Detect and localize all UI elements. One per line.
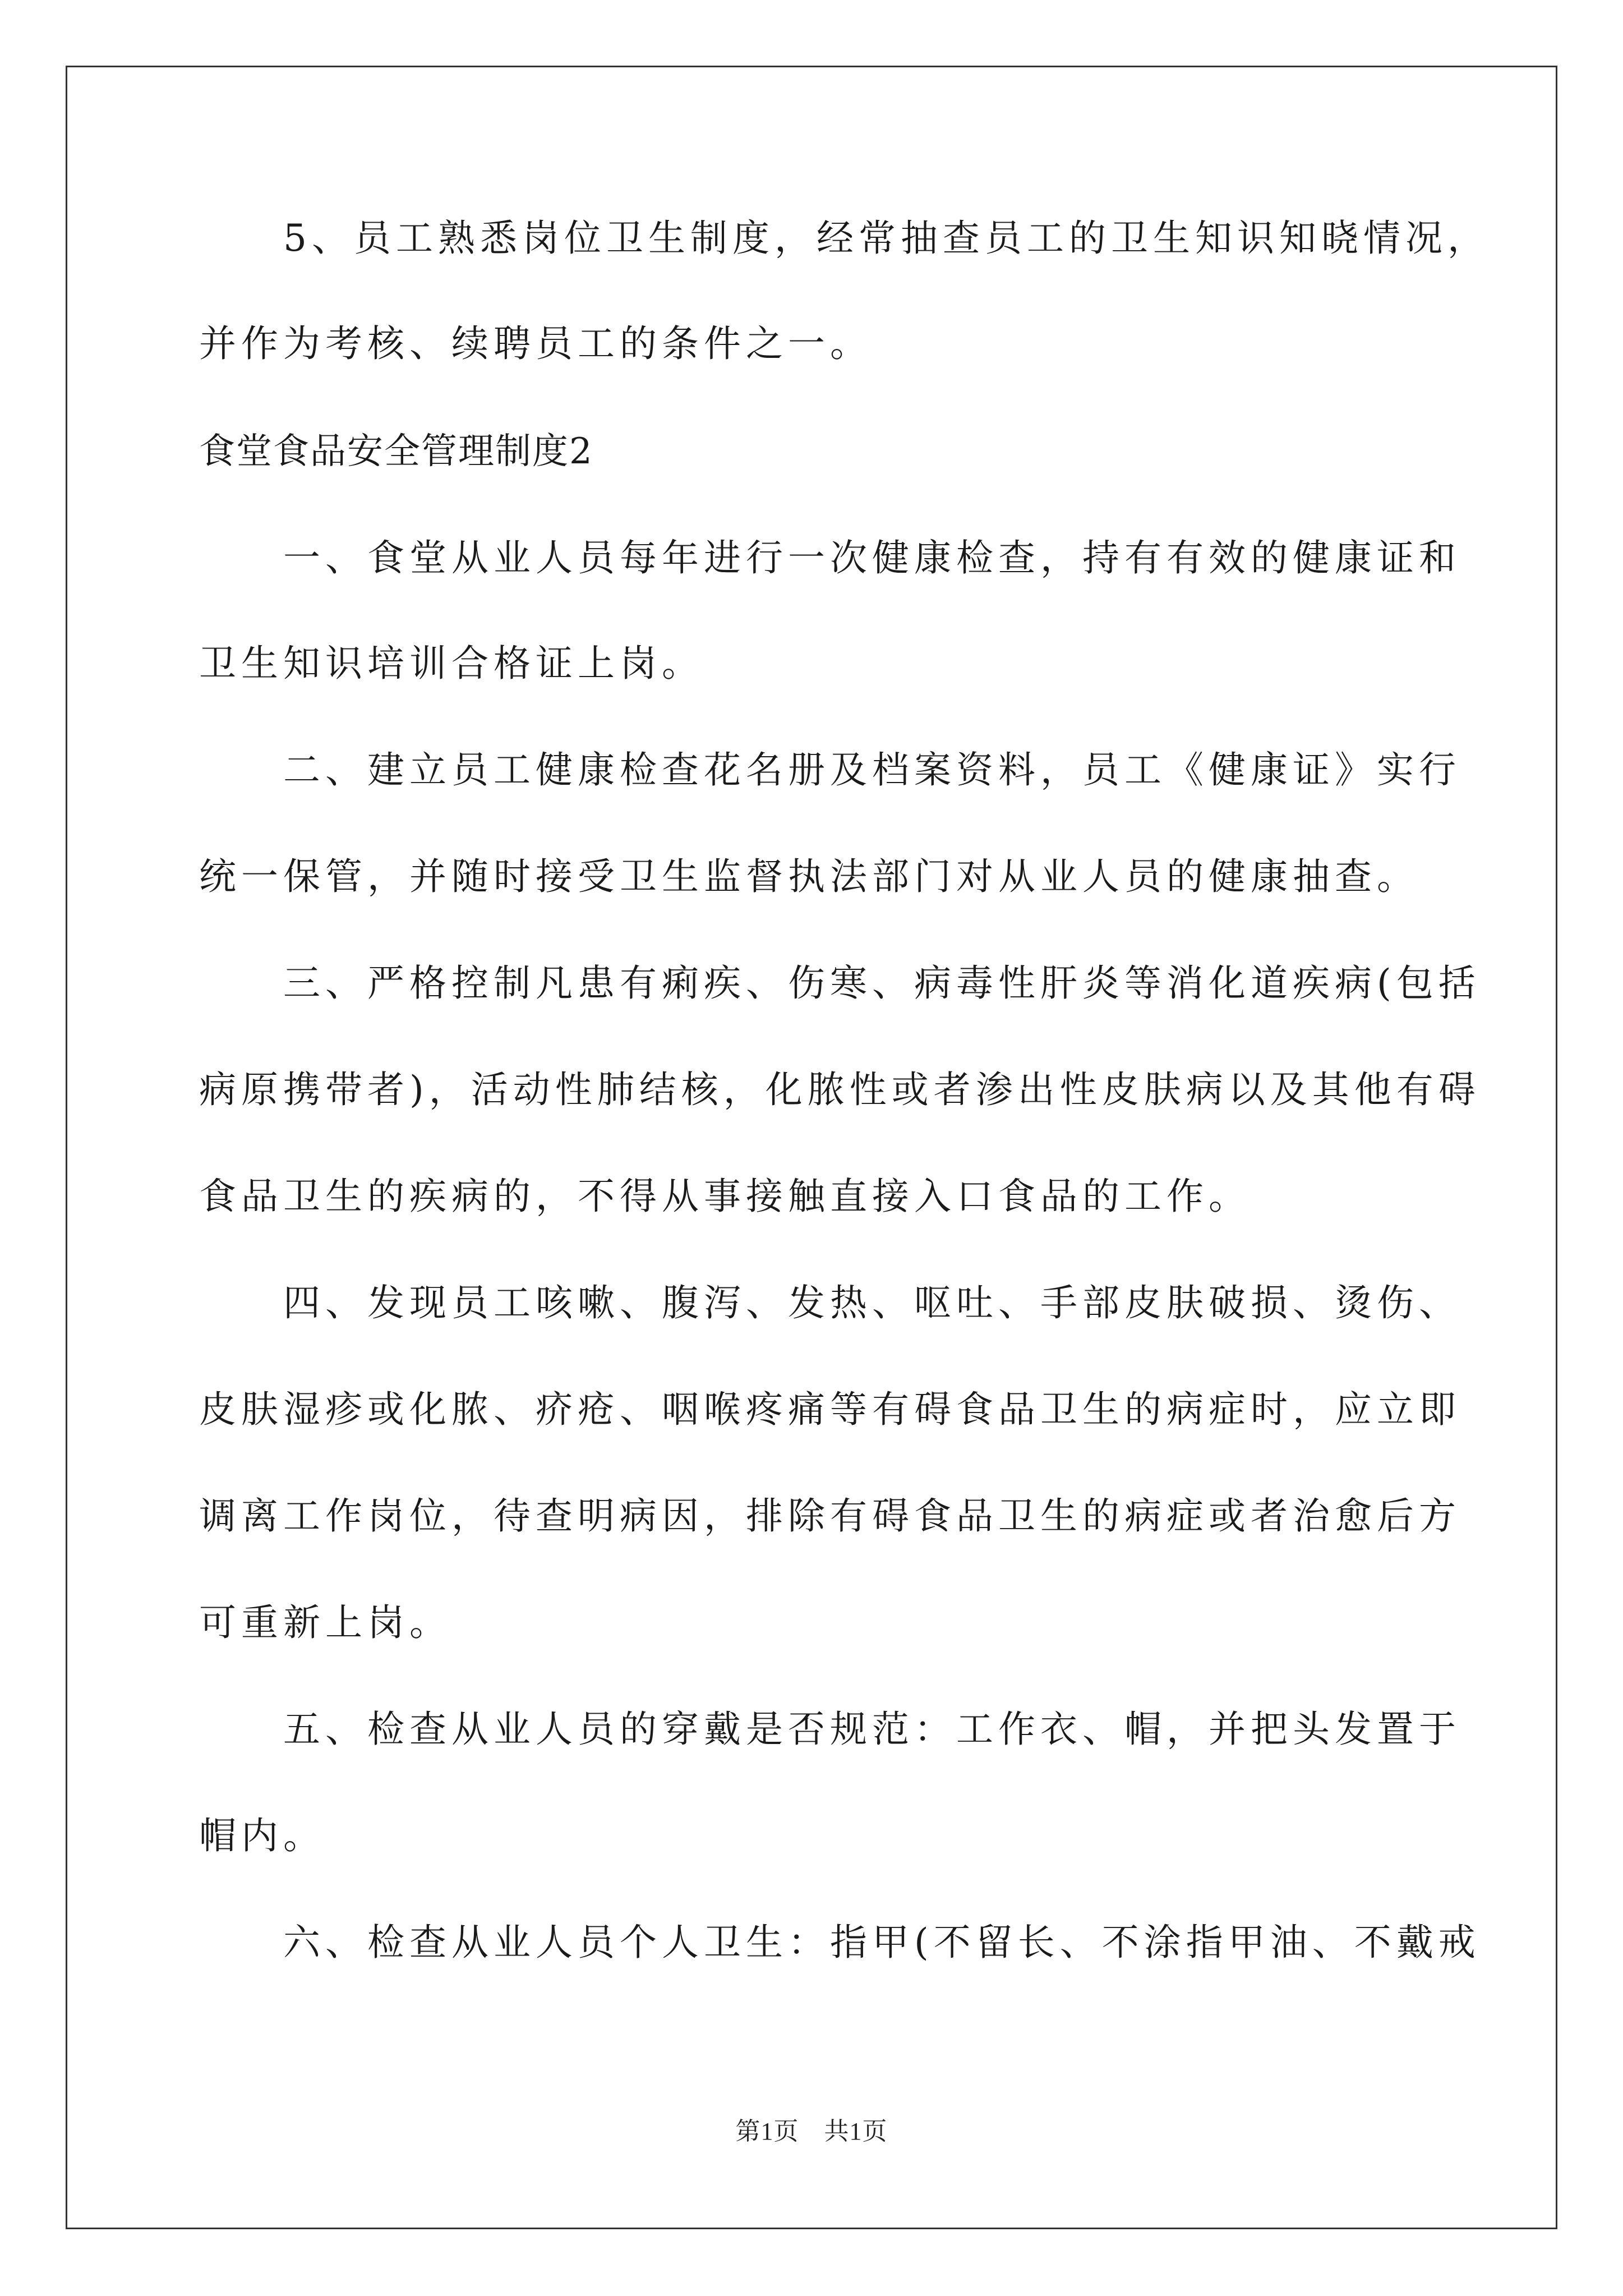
text-line: 并作为考核、续聘员工的条件之一。 [199,322,872,365]
text-line: 卫生知识培训合格证上岗。 [199,642,704,685]
page-border [66,66,1557,2229]
text-line: 一、食堂从业人员每年进行一次健康检查，持有有效的健康证和 [199,536,1461,579]
text-line: 四、发现员工咳嗽、腹泻、发热、呕吐、手部皮肤破损、烫伤、 [199,1281,1461,1324]
text-line: 皮肤湿疹或化脓、疥疮、咽喉疼痛等有碍食品卫生的病症时，应立即 [199,1388,1461,1431]
text-line: 二、建立员工健康检查花名册及档案资料，员工《健康证》实行 [199,748,1461,792]
text-line: 五、检查从业人员的穿戴是否规范：工作衣、帽，并把头发置于 [199,1708,1461,1751]
text-line: 六、检查从业人员个人卫生：指甲(不留长、不涂指甲油、不戴戒 [199,1921,1481,1964]
text-line: 统一保管，并随时接受卫生监督执法部门对从业人员的健康抽查。 [199,855,1419,898]
text-line: 帽内。 [199,1814,325,1857]
text-line: 调离工作岗位，待查明病因，排除有碍食品卫生的病症或者治愈后方 [199,1494,1461,1538]
text-line: 5、员工熟悉岗位卫生制度，经常抽查员工的卫生知识知晓情况， [199,217,1490,260]
section-heading: 食堂食品安全管理制度2 [199,431,593,472]
page-number: 第1页 共1页 [735,2118,888,2145]
text-line: 三、严格控制凡患有痢疾、伤寒、病毒性肝炎等消化道疾病(包括 [199,961,1481,1005]
text-line: 食品卫生的疾病的，不得从事接触直接入口食品的工作。 [199,1175,1251,1218]
text-line: 病原携带者)，活动性肺结核，化脓性或者渗出性皮肤病以及其他有碍 [199,1068,1481,1111]
text-line: 可重新上岗。 [199,1601,451,1644]
